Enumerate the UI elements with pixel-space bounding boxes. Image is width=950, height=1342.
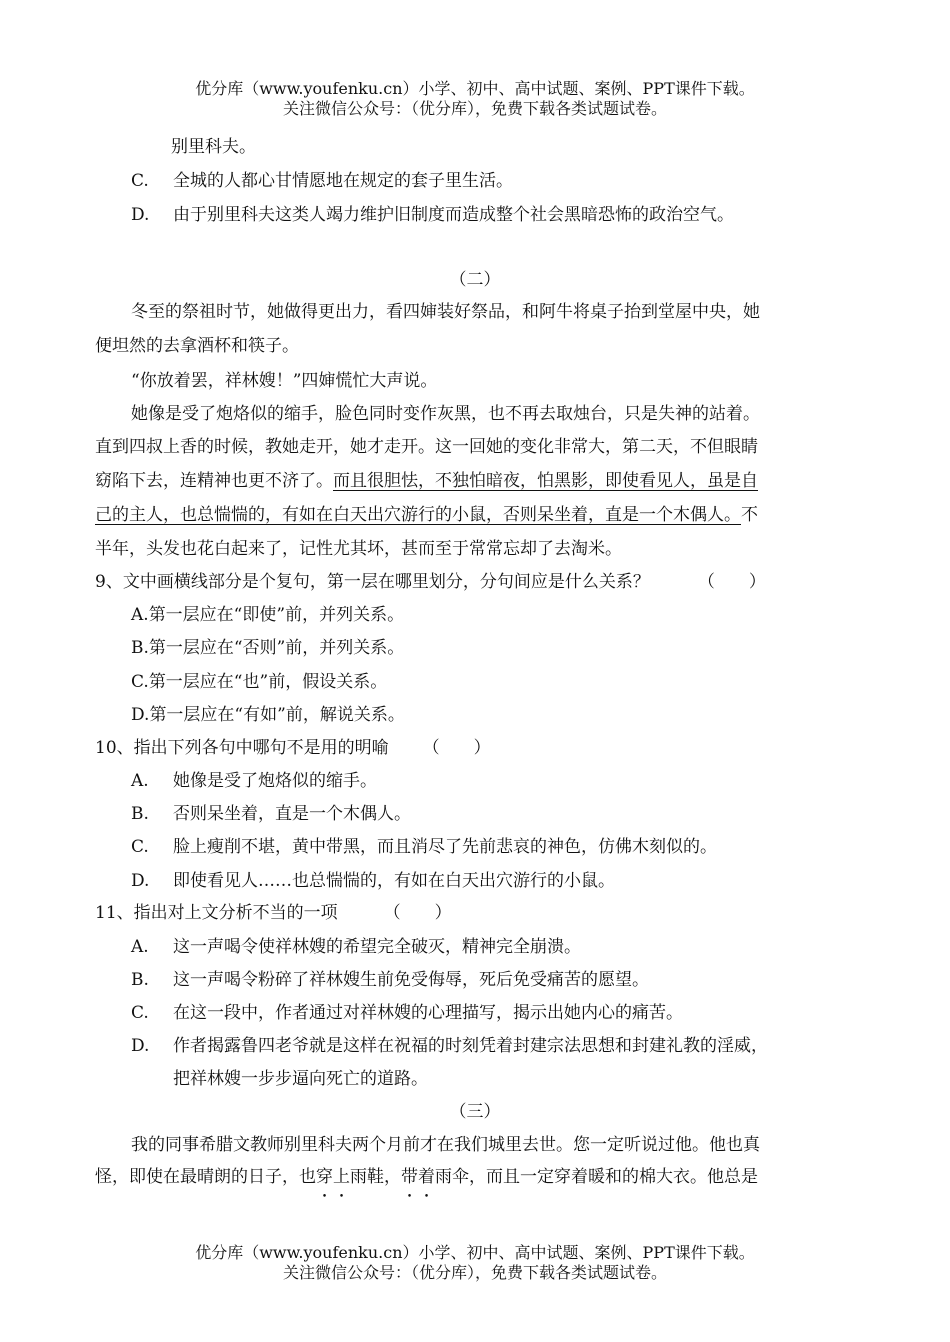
option-label: D.	[131, 705, 150, 725]
answer-bracket: （ ）	[697, 572, 766, 592]
question-11-option-b	[131, 968, 649, 992]
plain-text: 怪，即使在最晴朗的日子，也	[95, 1167, 316, 1187]
option-text: 即使看见人……也总惴惴的，有如在白天出穴游行的小鼠。	[173, 871, 615, 891]
plain-text: 不	[741, 505, 758, 525]
option-label: A.	[131, 605, 149, 625]
option-text: 第一层应在“也”前，假设关系。	[148, 672, 388, 692]
passage-line: 她像是受了炮烙似的缩手，脸色同时变作灰黑，也不再去取烛台，只是失神的站着。	[131, 404, 760, 424]
option-label: B.	[131, 804, 149, 824]
emphasis-char: 着	[418, 1167, 435, 1187]
passage-line	[95, 1165, 758, 1189]
passage-line: 我的同事希腊文教师别里科夫两个月前才在我们城里去世。您一定听说过他。他也真	[131, 1135, 760, 1155]
option-label: C.	[131, 672, 149, 692]
option-label: D.	[131, 205, 150, 225]
option-text: 这一声喝令使祥林嫂的希望完全破灭，精神完全崩溃。	[173, 937, 581, 957]
question-10-stem	[95, 736, 491, 760]
question-9-option-b	[131, 636, 404, 660]
question-10-option-a	[131, 769, 377, 793]
answer-bracket: （ ）	[383, 903, 452, 923]
option-text: 由于别里科夫这类人竭力维护旧制度而造成整个社会黑暗恐怖的政治空气。	[173, 205, 734, 225]
option-label: C.	[131, 171, 149, 191]
question-10-option-c	[131, 835, 717, 859]
question-11-option-a	[131, 935, 581, 959]
option-label: C.	[131, 837, 149, 857]
option-text: 否则呆坐着，直是一个木偶人。	[173, 804, 411, 824]
option-label: D.	[131, 1036, 150, 1056]
question-9-option-d	[131, 703, 405, 727]
question-9-option-c	[131, 670, 387, 694]
underlined-text: 而且很胆怯，不独怕暗夜，怕黑影，即使看见人，虽是自	[333, 471, 758, 491]
option-label: B.	[131, 970, 149, 990]
option-text: 全城的人都心甘情愿地在规定的套子里生活。	[173, 171, 513, 191]
plain-text: 雨鞋，	[350, 1167, 401, 1187]
watermark-header-line2: 关注微信公众号：（优分库），免费下载各类试题试卷。	[282, 99, 667, 118]
option-text: 第一层应在“即使”前，并列关系。	[148, 605, 405, 625]
passage-line: “你放着罢，祥林嫂！”四婶慌忙大声说。	[131, 371, 438, 391]
question-11-option-d-continued: 把祥林嫂一步步逼向死亡的道路。	[173, 1069, 428, 1089]
watermark-footer-line1: 优分库（www.youfenku.cn）小学、初中、高中试题、案例、PPT课件下载。	[195, 1243, 755, 1262]
question-text: 10、指出下列各句中哪句不是用的明喻	[95, 738, 389, 758]
question-text: 9、文中画横线部分是个复句，第一层在哪里划分，分句间应是什么关系？	[95, 572, 650, 592]
section-3-title: （三）	[449, 1102, 501, 1122]
option-text: 在这一段中，作者通过对祥林嫂的心理描写，揭示出她内心的痛苦。	[173, 1003, 683, 1023]
question-9-stem	[95, 570, 766, 594]
emphasis-char: 上	[333, 1167, 350, 1187]
question-11-option-c	[131, 1001, 683, 1025]
passage-line	[95, 469, 758, 493]
question-11-stem	[95, 901, 452, 925]
option-text: 第一层应在“否则”前，并列关系。	[148, 638, 405, 658]
continuation-text: 别里科夫。	[171, 137, 256, 157]
passage-line: 半年，头发也花白起来了，记性尤其坏，甚而至于常常忘却了去淘米。	[95, 539, 622, 559]
prev-option-d	[131, 203, 734, 227]
plain-text: 雨伞，而且一定穿着暖和的棉大衣。他总是	[435, 1167, 758, 1187]
passage-line: 冬至的祭祖时节，她做得更出力，看四婶装好祭品，和阿牛将桌子抬到堂屋中央，她	[131, 302, 760, 322]
underlined-text: 己的主人，也总惴惴的，有如在白天出穴游行的小鼠，否则呆坐着，直是一个木偶人。	[95, 505, 741, 525]
passage-line: 便坦然的去拿酒杯和筷子。	[95, 336, 299, 356]
question-text: 11、指出对上文分析不当的一项	[95, 903, 338, 923]
option-label: D.	[131, 871, 150, 891]
question-11-option-d	[131, 1034, 768, 1058]
emphasis-char: 穿	[316, 1167, 333, 1187]
passage-line	[95, 503, 758, 527]
question-10-option-b	[131, 802, 411, 826]
prev-option-c	[131, 169, 513, 193]
passage-line: 直到四叔上香的时候，教她走开，她才走开。这一回她的变化非常大，第二天，不但眼睛	[95, 437, 758, 457]
emphasis-char: 带	[401, 1167, 418, 1187]
plain-text: 窈陷下去，连精神也更不济了。	[95, 471, 333, 491]
option-text: 她像是受了炮烙似的缩手。	[173, 771, 377, 791]
option-text: 作者揭露鲁四老爷就是这样在祝福的时刻凭着封建宗法思想和封建礼教的淫威，	[173, 1036, 768, 1056]
section-2-title: （二）	[449, 270, 501, 290]
watermark-footer-line2: 关注微信公众号：（优分库），免费下载各类试题试卷。	[282, 1263, 667, 1282]
option-label: A.	[131, 937, 149, 957]
watermark-header-line1: 优分库（www.youfenku.cn）小学、初中、高中试题、案例、PPT课件下载。	[195, 79, 755, 98]
option-label: C.	[131, 1003, 149, 1023]
answer-bracket: （ ）	[422, 738, 491, 758]
question-10-option-d	[131, 869, 615, 893]
question-9-option-a	[131, 603, 404, 627]
option-text: 脸上瘦削不堪，黄中带黑，而且消尽了先前悲哀的神色，仿佛木刻似的。	[173, 837, 717, 857]
option-label: A.	[131, 771, 149, 791]
option-label: B.	[131, 638, 149, 658]
option-text: 第一层应在“有如”前，解说关系。	[149, 705, 405, 725]
option-text: 这一声喝令粉碎了祥林嫂生前免受侮辱，死后免受痛苦的愿望。	[173, 970, 649, 990]
